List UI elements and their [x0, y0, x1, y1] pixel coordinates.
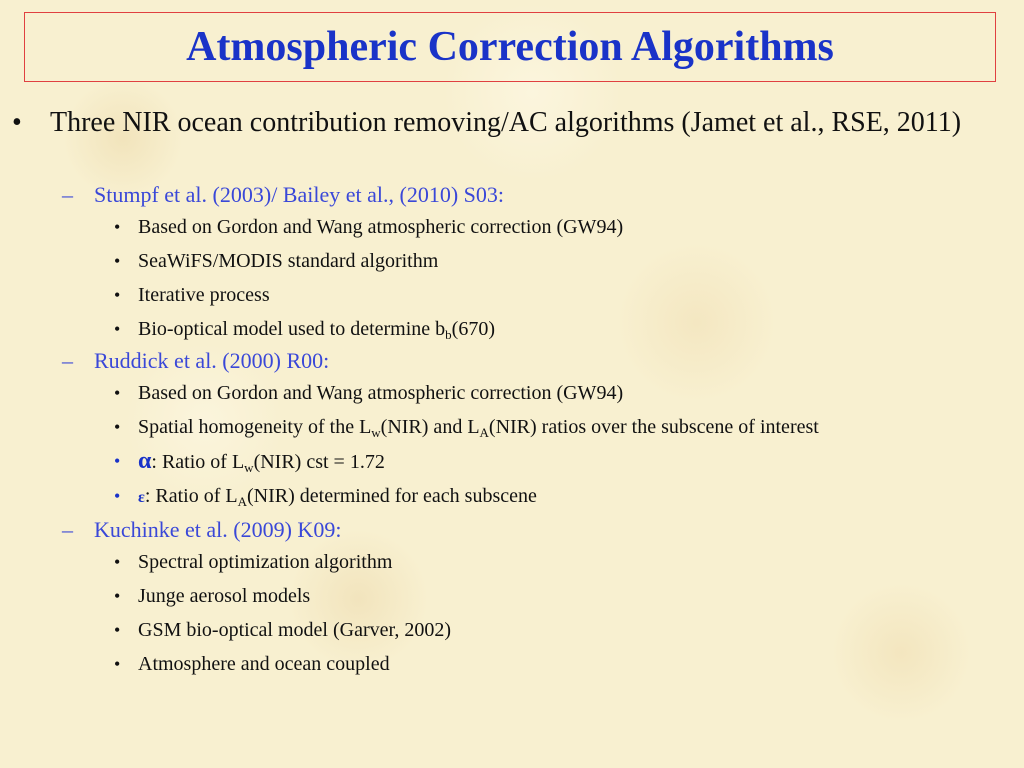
bullet-icon: • — [114, 251, 121, 271]
intro-text: Three NIR ocean contribution removing/AC algorithms (Jamet et al., RSE, 2011) — [50, 107, 962, 138]
list-item-text: Spectral optimization algorithm — [138, 551, 393, 573]
list-item-text: (NIR) determined for each subscene — [247, 485, 537, 507]
section-heading-text: Kuchinke et al. (2009) K09: — [94, 517, 342, 542]
bullet-icon: • — [114, 586, 121, 606]
dash-icon: – — [62, 348, 73, 373]
intro-bullet — [0, 104, 1024, 142]
subscript: b — [445, 327, 452, 342]
bullet-icon: • — [114, 451, 121, 471]
section-r00-heading — [0, 346, 1024, 376]
list-item — [0, 210, 1024, 244]
section-k09-heading — [0, 515, 1024, 545]
list-item — [0, 613, 1024, 647]
section-heading-text: Stumpf et al. (2003)/ Bailey et al., (2010) S03: — [94, 182, 504, 207]
list-item — [0, 545, 1024, 579]
title-box — [24, 12, 996, 82]
bullet-icon: • — [12, 107, 22, 138]
list-item — [0, 444, 1024, 479]
slide-title: Atmospheric Correction Algorithms — [186, 24, 834, 70]
bullet-icon: • — [114, 217, 121, 237]
alpha-symbol: α — [138, 448, 152, 474]
list-item — [0, 410, 1024, 444]
bullet-icon: • — [114, 552, 121, 572]
dash-icon: – — [62, 182, 73, 207]
bullet-icon: • — [114, 620, 121, 640]
list-item — [0, 579, 1024, 613]
list-item-text: (670) — [451, 318, 495, 340]
dash-icon: – — [62, 517, 73, 542]
list-item-text: Spatial homogeneity of the L — [138, 416, 372, 438]
subscript: w — [244, 460, 254, 475]
bullet-icon: • — [114, 486, 121, 506]
bullet-icon: • — [114, 383, 121, 403]
list-item — [0, 312, 1024, 346]
list-item — [0, 278, 1024, 312]
list-item-text: (NIR) and L — [380, 416, 480, 438]
list-item-text: GSM bio-optical model (Garver, 2002) — [138, 619, 452, 641]
list-item — [0, 479, 1024, 515]
bullet-icon: • — [114, 319, 121, 339]
subscript: w — [371, 425, 381, 440]
list-item-text: : Ratio of L — [144, 485, 238, 507]
list-item — [0, 244, 1024, 278]
list-item-text: Atmosphere and ocean coupled — [138, 653, 390, 675]
subscript: A — [237, 494, 247, 509]
list-item-text: Based on Gordon and Wang atmospheric correction (GW94) — [138, 382, 624, 404]
section-heading-text: Ruddick et al. (2000) R00: — [94, 348, 330, 373]
list-item-text: Iterative process — [138, 284, 270, 306]
bullet-icon: • — [114, 417, 121, 437]
list-item-text: Junge aerosol models — [138, 585, 311, 607]
list-item — [0, 376, 1024, 410]
list-item-text: SeaWiFS/MODIS standard algorithm — [138, 250, 439, 272]
epsilon-symbol: ε — [138, 489, 145, 506]
list-item-text: (NIR) ratios over the subscene of interest — [488, 416, 819, 438]
bullet-icon: • — [114, 654, 121, 674]
list-item-text: (NIR) cst = 1.72 — [253, 451, 385, 473]
bullet-icon: • — [114, 285, 121, 305]
slide-content — [0, 104, 1024, 681]
list-item-text: Bio-optical model used to determine b — [138, 318, 446, 340]
list-item — [0, 647, 1024, 681]
list-item-text: : Ratio of L — [151, 451, 245, 473]
subscript: A — [479, 425, 489, 440]
section-s03-heading — [0, 180, 1024, 210]
list-item-text: Based on Gordon and Wang atmospheric correction (GW94) — [138, 216, 624, 238]
